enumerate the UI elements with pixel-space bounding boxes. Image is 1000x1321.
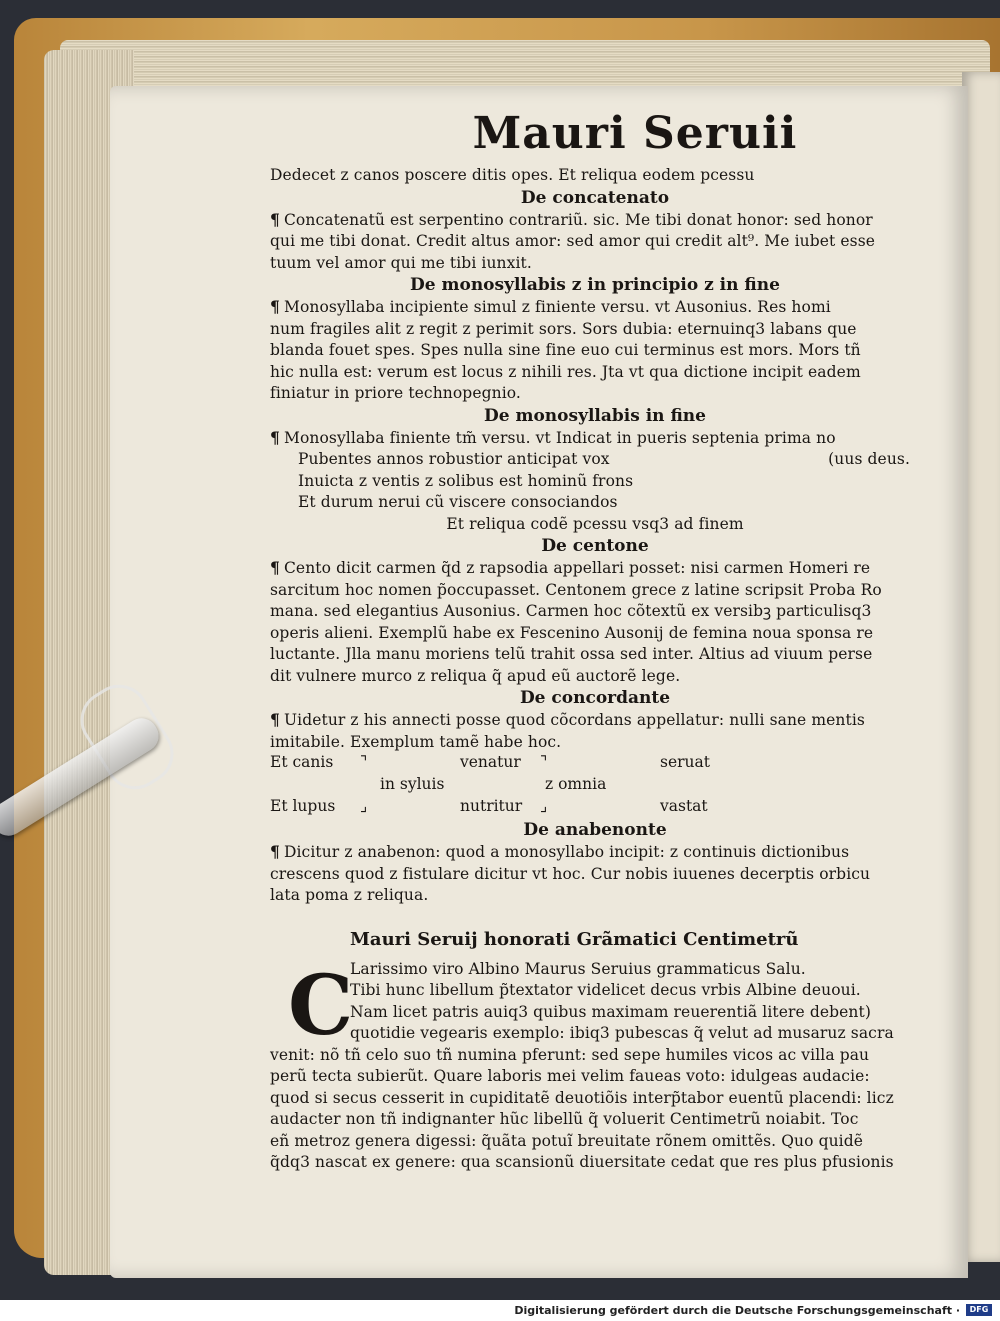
text-line: quotidie vegearis exemplo: ibiq3 pubescas q̃ velut ad musaruz sacra — [350, 1024, 894, 1042]
pilcrow-icon: ¶ — [270, 297, 280, 316]
text-line: crescens quod z fistulare dicitur vt hoc. Cur nobis iuuenes decerptis orbicu — [270, 864, 871, 883]
text-line: Tibi hunc libellum p̃textator videlicet decus vrbis Albine deuoui. — [350, 981, 861, 999]
text-line: operis alieni. Exemplũ habe ex Fescenino Ausonij de femina noua sponsa re — [270, 623, 874, 642]
pilcrow-icon: ¶ — [270, 209, 280, 229]
text-line: mana. sed elegantius Ausonius. Carmen hoc cõtextũ ex versibꝫ particulisq3 — [270, 602, 872, 620]
pilcrow-icon: ¶ — [270, 710, 280, 729]
text-line: ¶ Concatenatũ est serpentino contrariũ. sic. Me tibi donat honor: sed honor — [270, 209, 873, 229]
concordant-row — [270, 753, 920, 775]
verse-line: Et durum nerui cũ viscere consociandos — [298, 493, 618, 511]
heading-anabenonte: De anabenonte — [523, 820, 667, 840]
text-line: tuum vel amor qui me tibi iunxit. — [270, 253, 532, 272]
intro-line: Dedecet z canos poscere ditis opes. Et reliqua eodem pcessu — [270, 166, 755, 184]
verse-line: Et reliqua codẽ pcessu vsq3 ad finem — [446, 514, 744, 533]
text-line: eñ metroz genera digessi: q̃uãta potuĩ breuitate rõnem omittẽs. Quo quidẽ — [270, 1131, 864, 1150]
heading-concatenato: De concatenato — [520, 187, 670, 208]
drop-cap: C — [288, 957, 354, 1054]
text-line: perũ tecta subierũt. Quare laboris mei velim faueas voto: idulgeas audacie: — [270, 1067, 870, 1085]
concordant-word: Et canis — [270, 753, 334, 771]
concordant-row — [270, 797, 920, 819]
verse-line: Pubentes annos robustior anticipat vox (uus deus. — [270, 449, 920, 471]
concordant-row — [270, 775, 920, 797]
pilcrow-icon: ¶ — [270, 842, 280, 861]
text-line: ¶ Dicitur z anabenon: quod a monosyllabo incipit: z continuis dictionibus — [270, 842, 850, 861]
text-line: sarcitum hoc nomen p̃occupasset. Centonem grece z latine scripsit Proba Ro — [270, 580, 882, 599]
text-line: ¶ Uidetur z his annecti posse quod cõcordans appellatur: nulli sane mentis — [270, 710, 865, 729]
concordant-word: Et lupus — [270, 797, 336, 815]
heading-centone: De centone — [541, 536, 649, 556]
concordant-word: seruat — [660, 753, 710, 771]
concordant-word: z omnia — [545, 775, 607, 793]
text-line: hic nulla est: verum est locus z nihili res. Jta vt qua dictione incipit eadem — [270, 362, 861, 381]
footer-bar — [0, 1300, 1000, 1321]
text-line: blanda fouet spes. Spes nulla sine fine euo cui terminus est mors. Mors tñ — [270, 341, 861, 359]
heading-monosyllabis-fine: De monosyllabis in fine — [484, 405, 706, 426]
margin-note: (uus deus. — [828, 450, 910, 468]
brace-icon: ⌟ — [540, 797, 548, 815]
footer-credit: Digitalisierung gefördert durch die Deutsche Forschungsgemeinschaft · — [514, 1304, 960, 1317]
text-line: num fragiles alit z regit z perimit sors. Sors dubia: eternuinq3 labans que — [270, 319, 857, 338]
text-line: qui me tibi donat. Credit altus amor: sed amor qui credit alt⁹. Me iubet esse — [270, 232, 876, 250]
concordant-word: venatur — [460, 753, 521, 771]
verse-line: Inuicta z ventis z solibus est hominũ frons — [298, 471, 634, 490]
concordant-word: vastat — [660, 797, 708, 815]
letter-block — [270, 959, 920, 1174]
section-title: Mauri Seruij honorati Grãmatici Centimetrũ — [350, 928, 799, 950]
text-line: ¶ Monosyllaba incipiente simul z finiente versu. vt Ausonius. Res homi — [270, 297, 831, 316]
text-line: ¶ Monosyllaba finiente tm̃ versu. vt Indicat in pueris septenia prima no — [270, 427, 836, 447]
text-line: quod si secus cesserit in cupiditatẽ deuotiõis interp̃tabor euentũ placendi: licz — [270, 1088, 894, 1107]
text-line: imitabile. Exemplum tamẽ habe hoc. — [270, 732, 562, 751]
dfg-logo-icon: DFG — [966, 1304, 992, 1316]
brace-icon: ⌟ — [360, 797, 368, 815]
heading-concordante: De concordante — [519, 688, 671, 708]
pilcrow-icon: ¶ — [270, 427, 280, 447]
text-line: Larissimo viro Albino Maurus Seruius grammaticus Salu. — [350, 959, 806, 978]
brace-icon: ⌝ — [540, 753, 548, 771]
text-line: audacter non tñ indignanter hũc libellũ q̃ voluerit Centimetrũ noiabit. Toc — [270, 1110, 859, 1128]
text-line: ¶ Cento dicit carmen q̃d z rapsodia appellari posset: nisi carmen Homeri re — [270, 558, 871, 577]
running-head: Mauri Seruii — [472, 108, 798, 159]
concordant-word: in syluis — [380, 775, 445, 793]
brace-icon: ⌝ — [360, 753, 368, 771]
text-line: lata poma z reliqua. — [270, 886, 429, 904]
text-line: luctante. Jlla manu moriens telũ trahit ossa sed inter. Altius ad viuum perse — [270, 645, 873, 663]
heading-monosyllabis-principio: De monosyllabis z in principio z in fine — [410, 275, 780, 295]
page-text — [270, 100, 920, 1174]
concordant-word: nutritur — [460, 797, 523, 815]
text-line: dit vulnere murco z reliqua q̃ apud eũ auctorẽ lege. — [270, 666, 681, 685]
text-line: q̃dq3 nascat ex genere: qua scansionũ diuersitate cedat que res plus pfusionis — [270, 1153, 894, 1171]
text-line: Nam licet patris auiq3 quibus maximam reuerentiã litere debent) — [350, 1002, 871, 1021]
text-line: finiatur in priore technopegnio. — [270, 384, 521, 402]
pilcrow-icon: ¶ — [270, 558, 280, 577]
text-line: venit: nõ tñ celo suo tñ numina pferunt: sed sepe humiles vicos ac villa pau — [270, 1045, 870, 1064]
